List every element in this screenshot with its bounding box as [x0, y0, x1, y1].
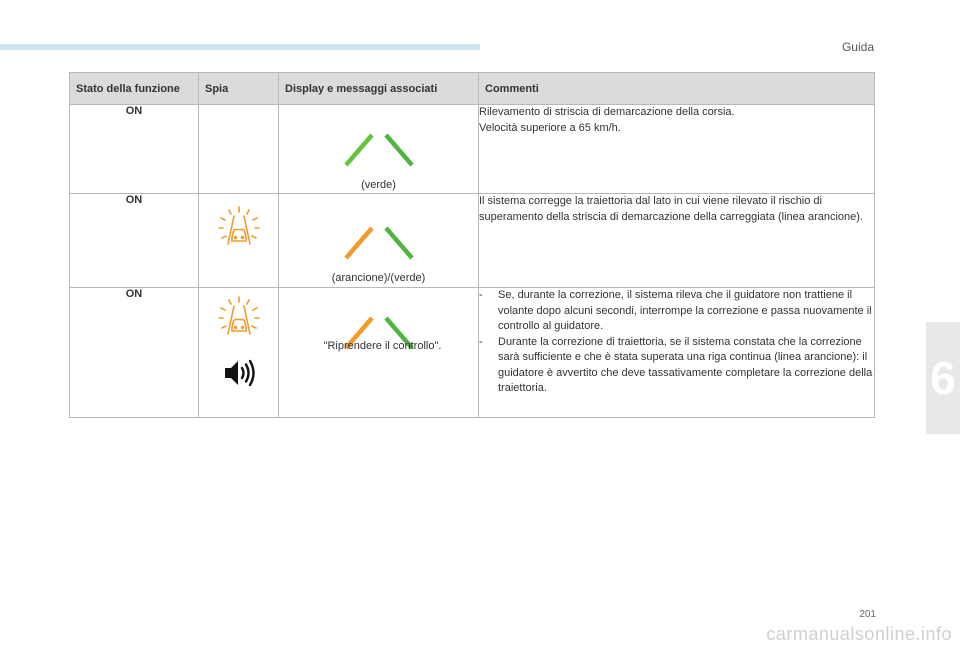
comment-cell [479, 194, 875, 288]
spia-cell [199, 105, 279, 194]
table-row [70, 194, 875, 288]
spia-cell [199, 288, 279, 418]
comment-line: Velocità superiore a 65 km/h. [479, 121, 621, 134]
comment-cell [479, 105, 875, 194]
chapter-tab: 6 [926, 322, 960, 434]
watermark: carmanualsonline.info [766, 624, 952, 644]
comment-list [479, 288, 874, 397]
display-caption: (arancione)/(verde) [331, 272, 426, 284]
lane-keep-assist-warning-icon [216, 204, 262, 250]
state-cell: ON [70, 105, 199, 194]
comment-text: Il sistema corregge la traiettoria dal lato in cui viene rilevato il rischio di superamento della striscia di demarcazione della carreggiata (linea arancione). [479, 195, 863, 223]
lane-lines-orange-green-icon [319, 212, 439, 268]
header-spia: Spia [199, 73, 279, 105]
lane-keep-assist-warning-icon [216, 294, 262, 340]
section-title: Guida [841, 40, 874, 54]
display-caption: "Riprendere il controllo". [323, 340, 442, 352]
speaker-icon [222, 358, 256, 388]
comment-line: Rilevamento di striscia di demarcazione della corsia. [479, 106, 735, 118]
table-header-row [70, 73, 875, 105]
list-item: - Durante la correzione di traiettoria, se il sistema constata che la correzione sarà sufficiente e che è stata superata una riga continua (linea arancione): il guidatore è avvertito che deve tassativamente completare la correzione della traiettoria. [479, 335, 874, 397]
display-cell [279, 288, 479, 418]
page-number: 201 [859, 609, 876, 620]
table-row [70, 105, 875, 194]
display-cell [279, 105, 479, 194]
state-cell: ON [70, 194, 199, 288]
header-display: Display e messaggi associati [279, 73, 479, 105]
lane-lines-green-green-icon [319, 119, 439, 175]
header-bar [0, 44, 480, 50]
display-caption: (verde) [361, 179, 396, 191]
state-cell: ON [70, 288, 199, 418]
spia-cell [199, 194, 279, 288]
header-state: Stato della funzione [70, 73, 199, 105]
display-cell [279, 194, 479, 288]
table-row [70, 288, 875, 418]
list-item: - Se, durante la correzione, il sistema rileva che il guidatore non trattiene il volante dopo alcuni secondi, interrompe la correzione e passa nuovamente il controllo al guidatore. [479, 288, 874, 335]
header-comments: Commenti [479, 73, 875, 105]
comment-cell [479, 288, 875, 418]
function-table [69, 72, 875, 418]
